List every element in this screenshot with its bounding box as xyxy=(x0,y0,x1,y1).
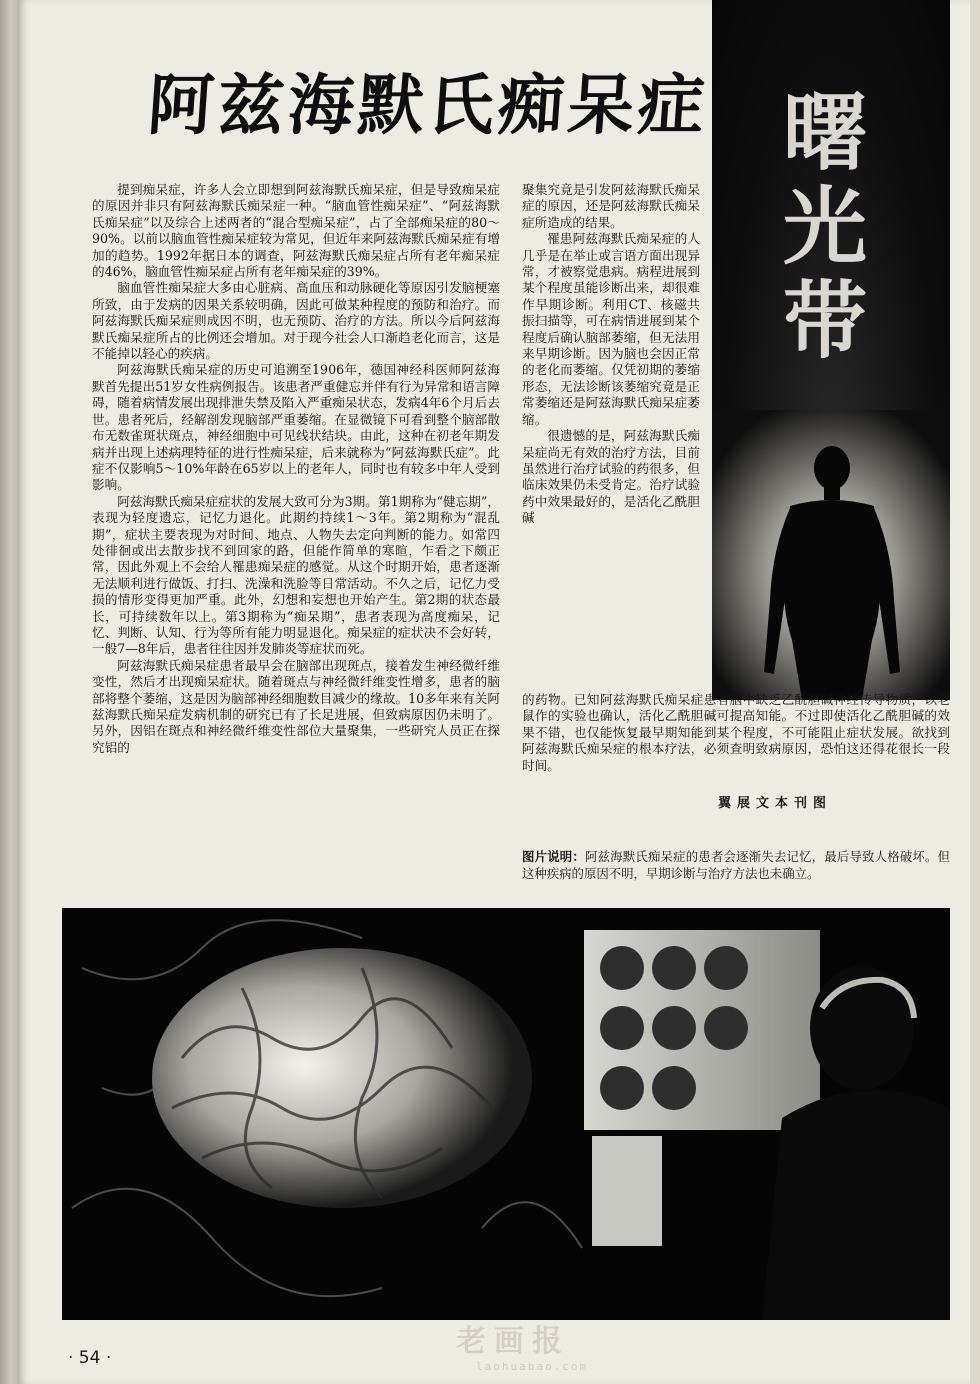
paragraph: 阿兹海默氏痴呆症患者最早会在脑部出现斑点，接着发生神经微纤维变性，然后才出现痴呆症状。随着斑点与神经微纤维变性增多，患者的脑部将整个萎缩，这是因为脑部神经细胞数目减少的缘故。10多年来有关阿兹海默氏痴呆症发病机制的研究已有了长足进展，但致病原因仍未明了。另外，因铝在斑点和神经微纤维变性部位大量聚集，一些研究人员正在探究铝的 xyxy=(92,657,500,755)
article-body-left-column xyxy=(92,182,500,900)
article-body-right-column xyxy=(522,182,700,694)
human-silhouette-image xyxy=(712,410,950,700)
page-number: · 54 · xyxy=(68,1348,112,1368)
brain-image xyxy=(152,948,532,1208)
watermark-url: laohuabao.com xyxy=(476,1360,589,1373)
paragraph: 聚集究竟是引发阿兹海默氏痴呆症的原因，还是阿兹海默氏痴呆症所造成的结果。 xyxy=(522,182,700,230)
article-body-right-continuation xyxy=(522,692,950,792)
paragraph: 提到痴呆症，许多人会立即想到阿兹海默氏痴呆症，但是导致痴呆症的原因并非只有阿兹海默氏痴呆症一种。“脑血管性痴呆症”、“阿兹海默氏痴呆症”以及综合上述两者的“混合型痴呆症”，占了全部痴呆症的80～90%。以前以脑血管性痴呆症较为常见，但近年来阿兹海默氏痴呆症有增加的趋势。1992年据日本的调查，阿兹海默氏痴呆症占所有老年痴呆症的46%，脑血管性痴呆症占所有老年痴呆症的39%。 xyxy=(92,182,500,280)
watermark-logo: 老画报 xyxy=(456,1324,570,1359)
brain-and-doctor-photo xyxy=(62,908,950,1320)
page-binding-edge xyxy=(0,0,18,1384)
paragraph: 的药物。已知阿兹海默氏痴呆症患者脑中缺乏乙酰胆碱神经传导物质，以老鼠作的实验也确认，活化乙酰胆碱可提高知能。不过即使活化乙酰胆碱的效果不错，也仅能恢复最早期知能到某个程度，不可能阻止症状发展。欲找到阿兹海默氏痴呆症的根本疗法，必须查明致病原因，恐怕这还得花很长一段时间。 xyxy=(522,692,950,773)
image-credit: 翼展文本刊图 xyxy=(718,796,833,811)
paragraph: 脑血管性痴呆症大多由心脏病、高血压和动脉硬化等原因引发脑梗塞所致，由于发病的因果关系较明确，因此可做某种程度的预防和治疗。而阿兹海默氏痴呆症则成因不明，也无预防、治疗的方法。所以今后阿兹海默氏痴呆症所占的比例还会增加。对于现今社会人口渐趋老化而言，这是不能掉以轻心的疾病。 xyxy=(92,280,500,362)
photo-caption xyxy=(522,848,950,882)
paragraph: 很遗憾的是，阿兹海默氏痴呆症尚无有效的治疗方法，目前虽然进行治疗试验的药很多，但临床效果仍未受肯定。治疗试验药中效果最好的，是活化乙酰胆碱 xyxy=(522,428,700,526)
column-name: 曙光带 xyxy=(782,84,867,370)
paragraph: 阿兹海默氏痴呆症症状的发展大致可分为3期。第1期称为“健忘期”，表现为轻度遗忘，记忆力退化。此期约持续1～3年。第2期称为“混乱期”，症状主要表现为对时间、地点、人物失去定向判断的能力。如常四处徘徊或出去散步找不到回家的路，但能作简单的寒暄，乍看之下颇正常，因此外观上不会给人罹患痴呆症的感觉。从这个时期开始，患者逐渐无法顺利进行做饭、打扫、洗澡和洗脸等日常活动。不久之后，记忆力受损的情形变得更加严重。此外，幻想和妄想也开始产生。第2期的状态最长，可持续数年以上。第3期称为“痴呆期”，患者表现为高度痴呆，记忆、判断、认知、行为等所有能力明显退化。痴呆症的症状决不会好转，一般7—8年后，患者往往因并发肺炎等症状而死。 xyxy=(92,493,500,657)
paragraph: 阿兹海默氏痴呆症的历史可追溯至1906年，德国神经科医师阿兹海默首先提出51岁女性病例报告。该患者严重健忘并伴有行为异常和语言障碍，随着病情发展出现排泄失禁及陷入严重痴呆状态，发病4年6个月后去世。患者死后，经解剖发现脑部严重萎缩。在显微镜下可看到整个脑部散布无数雀斑状斑点，神经细胞中可见线状结块。由此，这种在初老年期发病并出现上述病理特征的进行性痴呆症，后来就称为“阿兹海默氏症”。此症不仅影响5～10%年龄在65岁以上的老年人，同时也有较多中年人受到影响。 xyxy=(92,362,500,493)
paragraph: 罹患阿兹海默氏痴呆症的人几乎是在举止或言语方面出现异常，才被察觉患病。病程进展到某个程度虽能诊断出来，却很难作早期诊断。利用CT、核磁共振扫描等，可在病情进展到某个程度后确认脑部萎缩，但无法用来早期诊断。因为脑也会因正常的老化而萎缩。仅凭初期的萎缩形态，无法诊断该萎缩究竟是正常萎缩还是阿兹海默氏痴呆症萎缩。 xyxy=(522,231,700,427)
photo-illustration xyxy=(62,908,950,1320)
column-banner xyxy=(712,0,950,700)
caption-label: 图片说明： xyxy=(522,849,585,864)
article-title: 阿兹海默氏痴呆症 xyxy=(145,67,711,144)
caption-text: 阿兹海默氏痴呆症的患者会逐渐失去记忆，最后导致人格破坏。但这种疾病的原因不明，早期诊断与治疗方法也未确立。 xyxy=(522,849,951,881)
